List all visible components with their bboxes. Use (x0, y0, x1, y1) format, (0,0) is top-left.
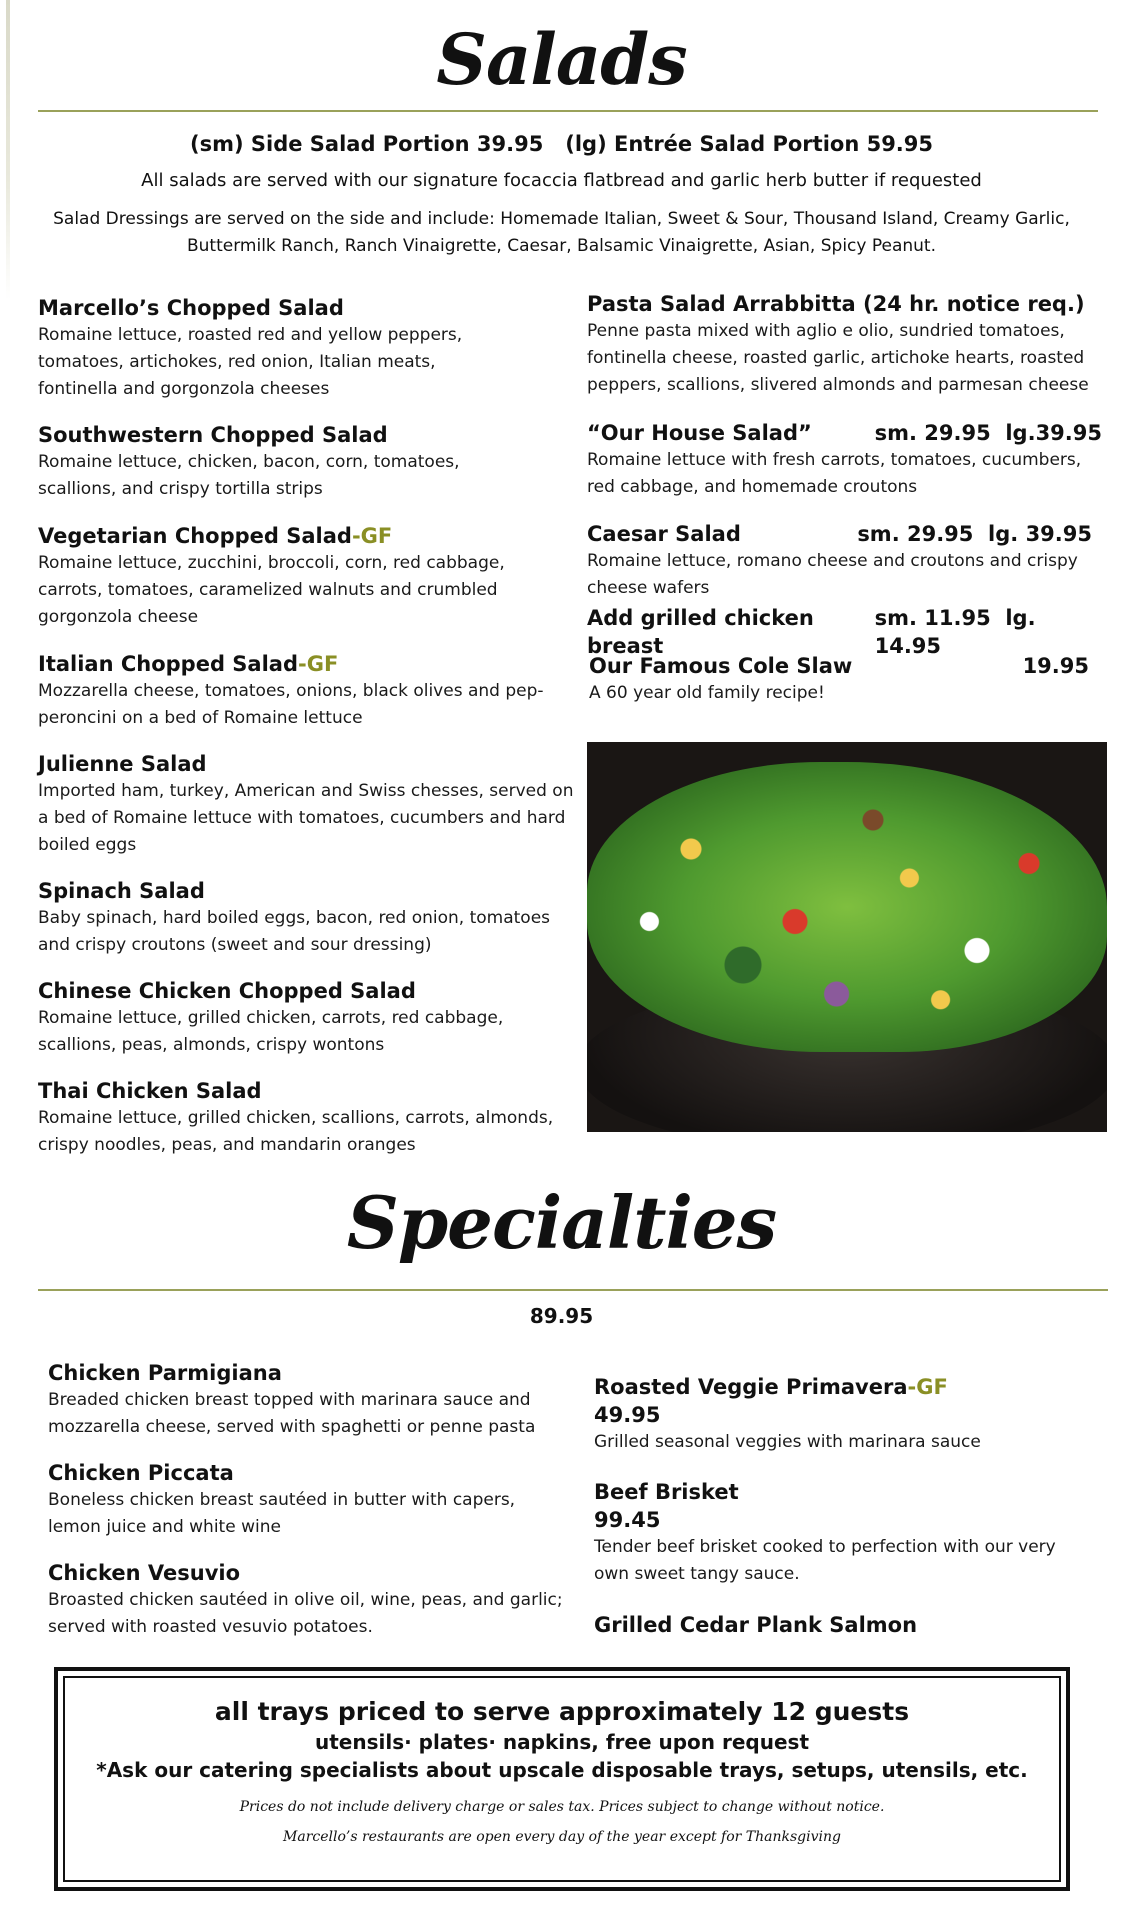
specialty-item-desc: Boneless chicken breast sautéed in butter with capers, lemon juice and white wine (48, 1490, 516, 1537)
salad-item-vegetarian (38, 522, 568, 631)
notice-prices-fine-print: Prices do not include delivery charge or sales tax. Prices subject to change without notice. (239, 1799, 885, 1815)
salad-item-italian (38, 650, 568, 732)
salad-item-name: Spinach Salad (38, 879, 205, 903)
specialty-item-name: Chicken Piccata (48, 1461, 234, 1485)
gf-tag: -GF (298, 652, 339, 676)
specialty-item-desc: Tender beef brisket cooked to perfection with our very own sweet tangy sauce. (594, 1537, 1056, 1584)
specialty-item-desc: Breaded chicken breast topped with marinara sauce and mozzarella cheese, served with spaghetti or penne pasta (48, 1390, 536, 1437)
specialties-title: Specialties (346, 1180, 777, 1265)
specialty-item-price: 99.45 (594, 1508, 661, 1532)
salad-item-desc: Mozzarella cheese, tomatoes, onions, black olives and pep-peroncini on a bed of Romaine lettuce (38, 681, 544, 728)
salad-item-desc: Penne pasta mixed with aglio e olio, sundried tomatoes, fontinella cheese, roasted garlic, artichoke hearts, roasted peppers, scallions, slivered almonds and parmesan cheese (587, 321, 1089, 395)
notice-guests: all trays priced to serve approximately 12 guests (214, 1697, 910, 1726)
salad-item-caesar (587, 520, 1092, 660)
price-small: sm. 11.95 (874, 606, 991, 630)
notice-hours-fine-print: Marcello’s restaurants are open every day of the year except for Thanksgiving (283, 1829, 841, 1845)
specialty-item-salmon (594, 1611, 1094, 1639)
salad-item-desc: Romaine lettuce with fresh carrots, tomatoes, cucumbers, red cabbage, and homemade croutons (587, 450, 1082, 497)
salad-item-desc: Romaine lettuce, grilled chicken, carrots, red cabbage, scallions, peas, almonds, crispy wontons (38, 1008, 504, 1055)
notice-utensils: utensils· plates· napkins, free upon request (314, 1730, 809, 1754)
price-large: lg.39.95 (1005, 421, 1102, 445)
specialty-item-primavera (594, 1373, 1094, 1456)
salad-item-name: Marcello’s Chopped Salad (38, 296, 344, 320)
salad-item-desc: Romaine lettuce, roasted red and yellow peppers, tomatoes, artichokes, red onion, Italian meats, fontinella and gorgonzola cheeses (38, 325, 463, 399)
salad-item-name: Our Famous Cole Slaw (589, 654, 853, 678)
salad-dressings-note: Salad Dressings are served on the side and include: Homemade Italian, Sweet & Sour, Thousand Island, Creamy Garlic, Buttermilk Ranch, Ranch Vinaigrette, Caesar, Balsamic Vinaigrette, Asian, Spicy Peanut. (53, 209, 1070, 256)
specialty-item-name: Chicken Vesuvio (48, 1561, 241, 1585)
salad-item-spinach (38, 877, 578, 959)
specialty-item-name: Beef Brisket (594, 1480, 739, 1504)
salad-item-desc: Romaine lettuce, chicken, bacon, corn, tomatoes, scallions, and crispy tortilla strips (38, 452, 460, 499)
salad-item-desc: Imported ham, turkey, American and Swiss chesses, served on a bed of Romaine lettuce with tomatoes, cucumbers and hard boiled eggs (38, 781, 574, 855)
salad-item-name: Pasta Salad Arrabbitta (24 hr. notice req.) (587, 292, 1085, 316)
salad-item-cole-slaw (589, 652, 1089, 707)
specialty-item-name: Chicken Parmigiana (48, 1361, 282, 1385)
salad-greens (587, 762, 1107, 1052)
specialty-item-piccata (48, 1459, 588, 1541)
gf-tag: -GF (351, 524, 393, 548)
salad-photo (587, 742, 1107, 1132)
salads-divider (38, 110, 1098, 112)
specialty-item-price: 49.95 (594, 1403, 661, 1427)
salads-title: Salads (436, 18, 687, 101)
salad-item-marcellos (38, 294, 568, 403)
catering-notice-inner (63, 1676, 1061, 1882)
specialties-price: 89.95 (529, 1304, 594, 1328)
add-chicken-label: Add grilled chicken breast (587, 606, 814, 658)
price-small: sm. 29.95 (857, 522, 974, 546)
specialty-item-name: Grilled Cedar Plank Salmon (594, 1613, 918, 1637)
salad-item-chinese-chicken (38, 977, 578, 1059)
salad-item-name: Julienne Salad (38, 752, 207, 776)
gf-tag: -GF (907, 1375, 948, 1399)
salad-item-name: “Our House Salad” (587, 421, 812, 445)
salad-item-name: Southwestern Chopped Salad (38, 423, 388, 447)
salad-item-desc: Romaine lettuce, grilled chicken, scallions, carrots, almonds, crispy noodles, peas, and mandarin oranges (38, 1108, 554, 1155)
price: 19.95 (1022, 654, 1089, 678)
specialty-item-brisket (594, 1478, 1094, 1588)
salad-item-name: Italian Chopped Salad (38, 652, 298, 676)
salad-item-name: Thai Chicken Salad (38, 1079, 262, 1103)
salad-item-thai-chicken (38, 1077, 578, 1159)
notice-ask-specialists: *Ask our catering specialists about upscale disposable trays, setups, utensils, etc. (96, 1758, 1028, 1782)
salad-item-name: Vegetarian Chopped Salad (38, 524, 352, 548)
salad-served-note: All salads are served with our signature focaccia flatbread and garlic herb butter if requested (141, 170, 982, 191)
salad-item-julienne (38, 750, 578, 859)
salad-item-name: Chinese Chicken Chopped Salad (38, 979, 416, 1003)
specialty-item-name: Roasted Veggie Primavera (594, 1375, 908, 1399)
salad-item-desc: A 60 year old family recipe! (589, 683, 825, 703)
salad-item-name: Caesar Salad (587, 522, 741, 546)
specialties-divider (38, 1289, 1108, 1291)
specialty-item-desc: Broasted chicken sautéed in olive oil, wine, peas, and garlic; served with roasted vesuvio potatoes. (48, 1590, 563, 1637)
salad-item-desc: Baby spinach, hard boiled eggs, bacon, red onion, tomatoes and crispy croutons (sweet and sour dressing) (38, 908, 551, 955)
specialty-item-parmigiana (48, 1359, 588, 1441)
salad-item-southwestern (38, 421, 568, 503)
salad-item-desc: Romaine lettuce, romano cheese and croutons and crispy cheese wafers (587, 551, 1078, 598)
catering-notice-box (54, 1667, 1070, 1891)
price-large: lg. 14.95 (874, 606, 1036, 658)
salad-portion-prices: (sm) Side Salad Portion 39.95 (lg) Entrée Salad Portion 59.95 (189, 132, 934, 156)
salad-item-desc: Romaine lettuce, zucchini, broccoli, corn, red cabbage, carrots, tomatoes, caramelized walnuts and crumbled gorgonzola cheese (38, 553, 505, 627)
salad-item-pasta-arrabbitta (587, 290, 1107, 399)
specialty-item-desc: Grilled seasonal veggies with marinara sauce (594, 1432, 981, 1452)
price-large: lg. 39.95 (988, 522, 1092, 546)
price-small: sm. 29.95 (874, 421, 991, 445)
specialty-item-vesuvio (48, 1559, 588, 1641)
salad-item-house (587, 419, 1102, 501)
